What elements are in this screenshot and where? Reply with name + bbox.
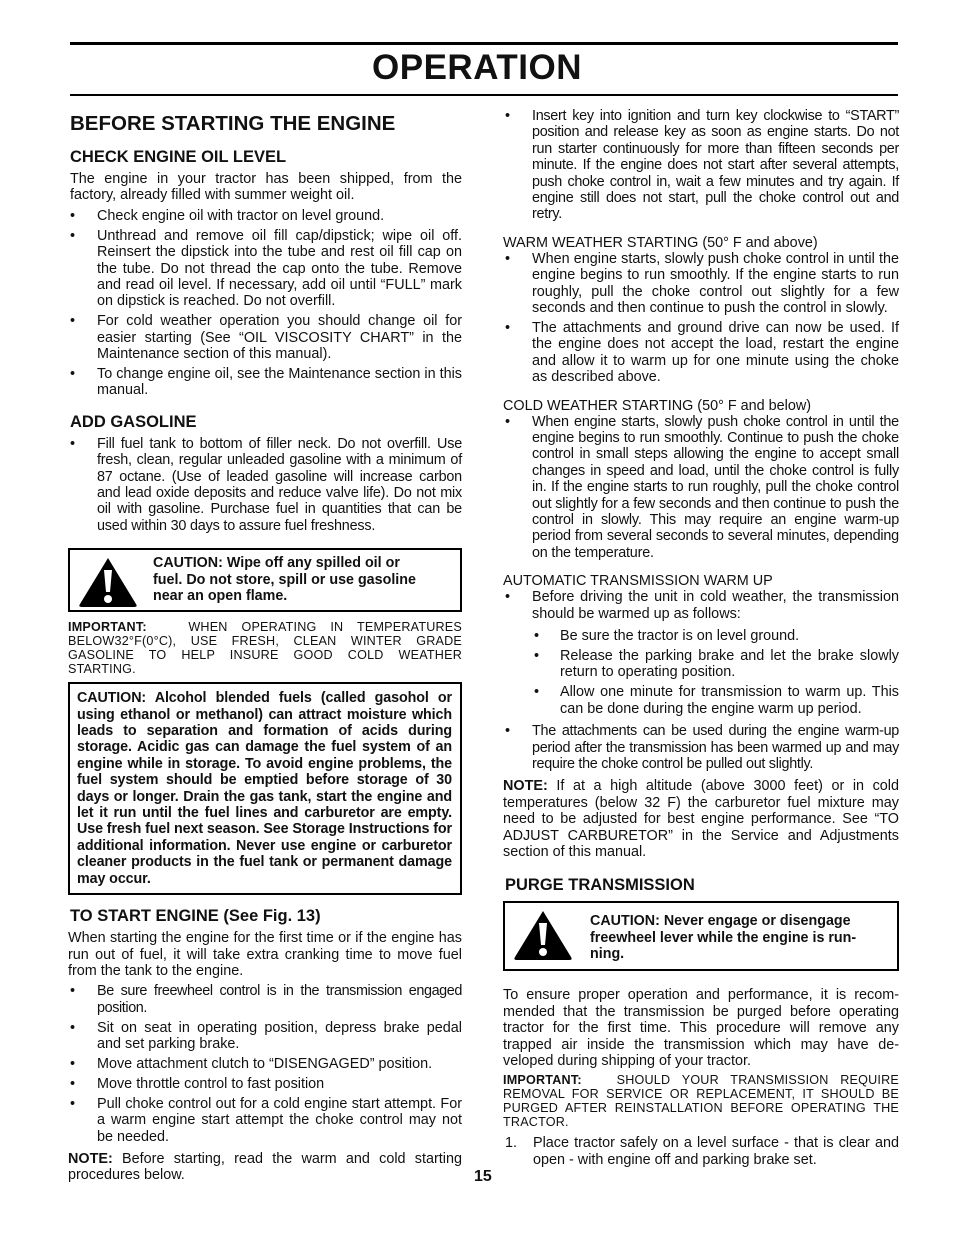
list-item: • The attachments can be used during the engine warm-up period after the transmission has been warmed up and may require the choke control be pulled out slightly. <box>505 723 899 772</box>
caution-text: CAUTION: Never engage or disengage freewheel lever while the engine is run-ning. <box>590 913 857 963</box>
list-item: • To change engine oil, see the Maintenance section in this manual. <box>70 365 462 399</box>
bullet-icon: • <box>505 108 510 124</box>
bullet-icon: • <box>505 319 511 336</box>
start-intro: When starting the engine for the first time or if the engine has run out of fuel, it will take extra cranking time to move fuel from the tank to the engine. <box>68 930 462 979</box>
list-item: • Pull choke control out for a cold engine start attempt. For a warm engine start attempt the choke control may not be needed. <box>70 1095 462 1145</box>
list-item: • Unthread and remove oil fill cap/dipstick; wipe oil off. Reinsert the dipstick into the tube and rest oil fill cap on the tube. Do not thread the cap onto the tube. Remove and read oil level. If necessary, add oil until “FULL” mark on dipstick is reached. Do not overfill. <box>70 227 462 310</box>
list-item: • When engine starts, slowly push choke control in until the engine begins to run smoothly. If the engine starts to run roughly, pull the choke control out slightly for a few seconds and then continue to push the control in slowly. <box>505 250 899 317</box>
section-title: BEFORE STARTING THE ENGINE <box>70 112 396 135</box>
important-label: IMPORTANT: <box>503 1073 582 1088</box>
bullet-icon: • <box>505 250 511 267</box>
altitude-note: NOTE: If at a high altitude (above 3000 feet) or in cold temperatures (below 32 F) the carburetor fuel mixture may need to be adjusted for best engine performance. See “TO ADJUST CARBURETOR” in the Service and Adjustments section of this manual. <box>503 778 899 860</box>
note-label: NOTE: <box>68 1150 113 1167</box>
transmission-warmup-heading: AUTOMATIC TRANSMISSION WARM UP <box>503 573 773 590</box>
bullet-icon: • <box>70 1055 76 1072</box>
purge-heading: PURGE TRANSMISSION <box>505 876 695 895</box>
page-title: OPERATION <box>372 48 582 87</box>
page-number: 15 <box>474 1168 492 1185</box>
bullet-icon: • <box>505 589 511 606</box>
list-item: • Release the parking brake and let the brake slowly return to operating position. <box>534 647 899 681</box>
bullet-icon: • <box>70 1019 76 1036</box>
gas-list <box>68 436 462 534</box>
ignition-list <box>503 108 899 223</box>
purge-paragraph: To ensure proper operation and performance, it is recom-mended that the transmission be purged before operating tractor for the first time. This procedure will remove any trapped air inside the transmission which may have de-veloped during shipping of your tractor. <box>503 987 899 1069</box>
list-item: • Sit on seat in operating position, depress brake pedal and set parking brake. <box>70 1019 462 1053</box>
bullet-icon: • <box>505 723 510 740</box>
right-column <box>503 108 899 1172</box>
list-item: • Insert key into ignition and turn key clockwise to “START” position and release key as soon as engine starts. Do not run starter continuously for more than fifteen seconds per minute. If the engine does not start after several attempts, push choke control in, wait a few minutes and try again. If engine still does not start, pull the choke control out and retry. <box>505 108 899 223</box>
list-item: • Before driving the unit in cold weather, the transmission should be warmed up as follows: <box>505 589 899 622</box>
oil-intro: The engine in your tractor has been shipped, from the factory, already filled with summer weight oil. <box>70 171 462 204</box>
bullet-icon: • <box>70 1075 76 1092</box>
list-item: • Move attachment clutch to “DISENGAGED” position. <box>70 1055 433 1072</box>
auto-sub-list <box>503 628 899 717</box>
title-underline <box>70 94 898 96</box>
cold-list <box>503 414 899 562</box>
cold-weather-heading: COLD WEATHER STARTING (50° F and below) <box>503 397 812 414</box>
bullet-icon: • <box>70 227 76 244</box>
list-item: 1. Place tractor safely on a level surface - that is clear and open - with engine off and parking brake set. <box>505 1135 899 1168</box>
caution-box-fuel <box>68 548 462 612</box>
bullet-icon: • <box>534 628 540 645</box>
bullet-icon: • <box>70 435 75 452</box>
caution-box-freewheel <box>503 901 899 971</box>
list-item: • Check engine oil with tractor on level ground. <box>70 207 385 224</box>
bullet-icon: • <box>70 1095 76 1112</box>
list-item: • Be sure freewheel control is in the transmission engaged position. <box>70 983 462 1016</box>
note-label: NOTE: <box>503 778 548 795</box>
top-rule <box>70 42 898 45</box>
caution-text: CAUTION: Wipe off any spilled oil or fuel. Do not store, spill or use gasoline near an open flame. <box>153 555 416 605</box>
step-number: 1. <box>505 1135 518 1152</box>
purge-steps <box>503 1135 899 1168</box>
bullet-icon: • <box>70 313 76 330</box>
auto-list <box>503 589 899 622</box>
start-heading: TO START ENGINE (See Fig. 13) <box>70 907 321 926</box>
start-note: NOTE: Before starting, read the warm and cold starting procedures below. <box>68 1150 462 1184</box>
important-note: IMPORTANT: WHEN OPERATING IN TEMPERATURES BELOW32°F(0°C), USE FRESH, CLEAN WINTER GRADE GASOLINE TO HELP INSURE GOOD COLD WEATHER STARTING. <box>68 620 462 677</box>
warm-weather-heading: WARM WEATHER STARTING (50° F and above) <box>503 234 818 251</box>
list-item: • The attachments and ground drive can now be used. If the engine does not accept the load, restart the engine and allow it to warm up for one minute using the choke as described above. <box>505 319 899 386</box>
caution-box-alcohol <box>68 682 462 895</box>
bullet-icon: • <box>70 207 76 224</box>
list-item: • When engine starts, slowly push choke control in until the engine begins to run smoothly. Continue to push the choke control in small steps allowing the engine to accept small changes in speed and load, until the choke control is fully in. If the engine starts to run roughly, pull the choke control out slightly for a few seconds and then continue to push the control in slowly. This may require an engine warm-up period from several seconds to several minutes, depending on the temperature. <box>505 413 899 561</box>
list-item: • Be sure the tractor is on level ground. <box>534 628 800 645</box>
bullet-icon: • <box>70 983 75 1000</box>
left-column <box>68 108 462 1188</box>
warm-list <box>503 251 899 386</box>
list-item: • Move throttle control to fast position <box>70 1075 325 1092</box>
bullet-icon: • <box>505 413 510 430</box>
list-item: • Allow one minute for transmission to warm up. This can be done during the engine warm up period. <box>534 684 899 717</box>
important-label: IMPORTANT: <box>68 620 147 635</box>
bullet-icon: • <box>534 684 540 701</box>
important-note: IMPORTANT: SHOULD YOUR TRANSMISSION REQUIRE REMOVAL FOR SERVICE OR REPLACEMENT, IT SHOULD BE PURGED AFTER REINSTALLATION BEFORE OPERATING THE TRACTOR. <box>503 1073 899 1130</box>
oil-list <box>68 208 462 399</box>
oil-heading: CHECK ENGINE OIL LEVEL <box>70 148 287 166</box>
gas-heading: ADD GASOLINE <box>70 412 197 431</box>
list-item: • For cold weather operation you should change oil for easier starting (See “OIL VISCOSITY CHART” in the Maintenance section of this manual). <box>70 313 462 363</box>
bullet-icon: • <box>534 647 540 664</box>
warning-icon <box>78 556 138 608</box>
auto-list-2 <box>503 723 899 772</box>
caution-text: CAUTION: Alcohol blended fuels (called gasohol or using ethanol or methanol) can attract moisture which leads to separation and formation of acids during storage. Acidic gas can damage the fuel system of an engine while in storage. To avoid engine problems, the fuel system should be emptied before storage of 30 days or longer. Drain the gas tank, start the engine and let it run until the fuel lines and carburetor are empty. Use fresh fuel next season. See Storage Instructions for additional information. Never use engine or carburetor cleaner products in the fuel tank or permanent damage may occur. <box>77 690 452 887</box>
bullet-icon: • <box>70 365 76 382</box>
list-item: • Fill fuel tank to bottom of filler neck. Do not overfill. Use fresh, clean, regular unleaded gasoline with a minimum of 87 octane. (Use of leaded gasoline will increase carbon and lead oxide deposits and reduce valve life). Do not mix oil with gasoline. Purchase fuel in quantities that can be used within 30 days to assure fuel freshness. <box>70 435 462 534</box>
start-list <box>68 983 462 1145</box>
warning-icon <box>513 909 573 961</box>
